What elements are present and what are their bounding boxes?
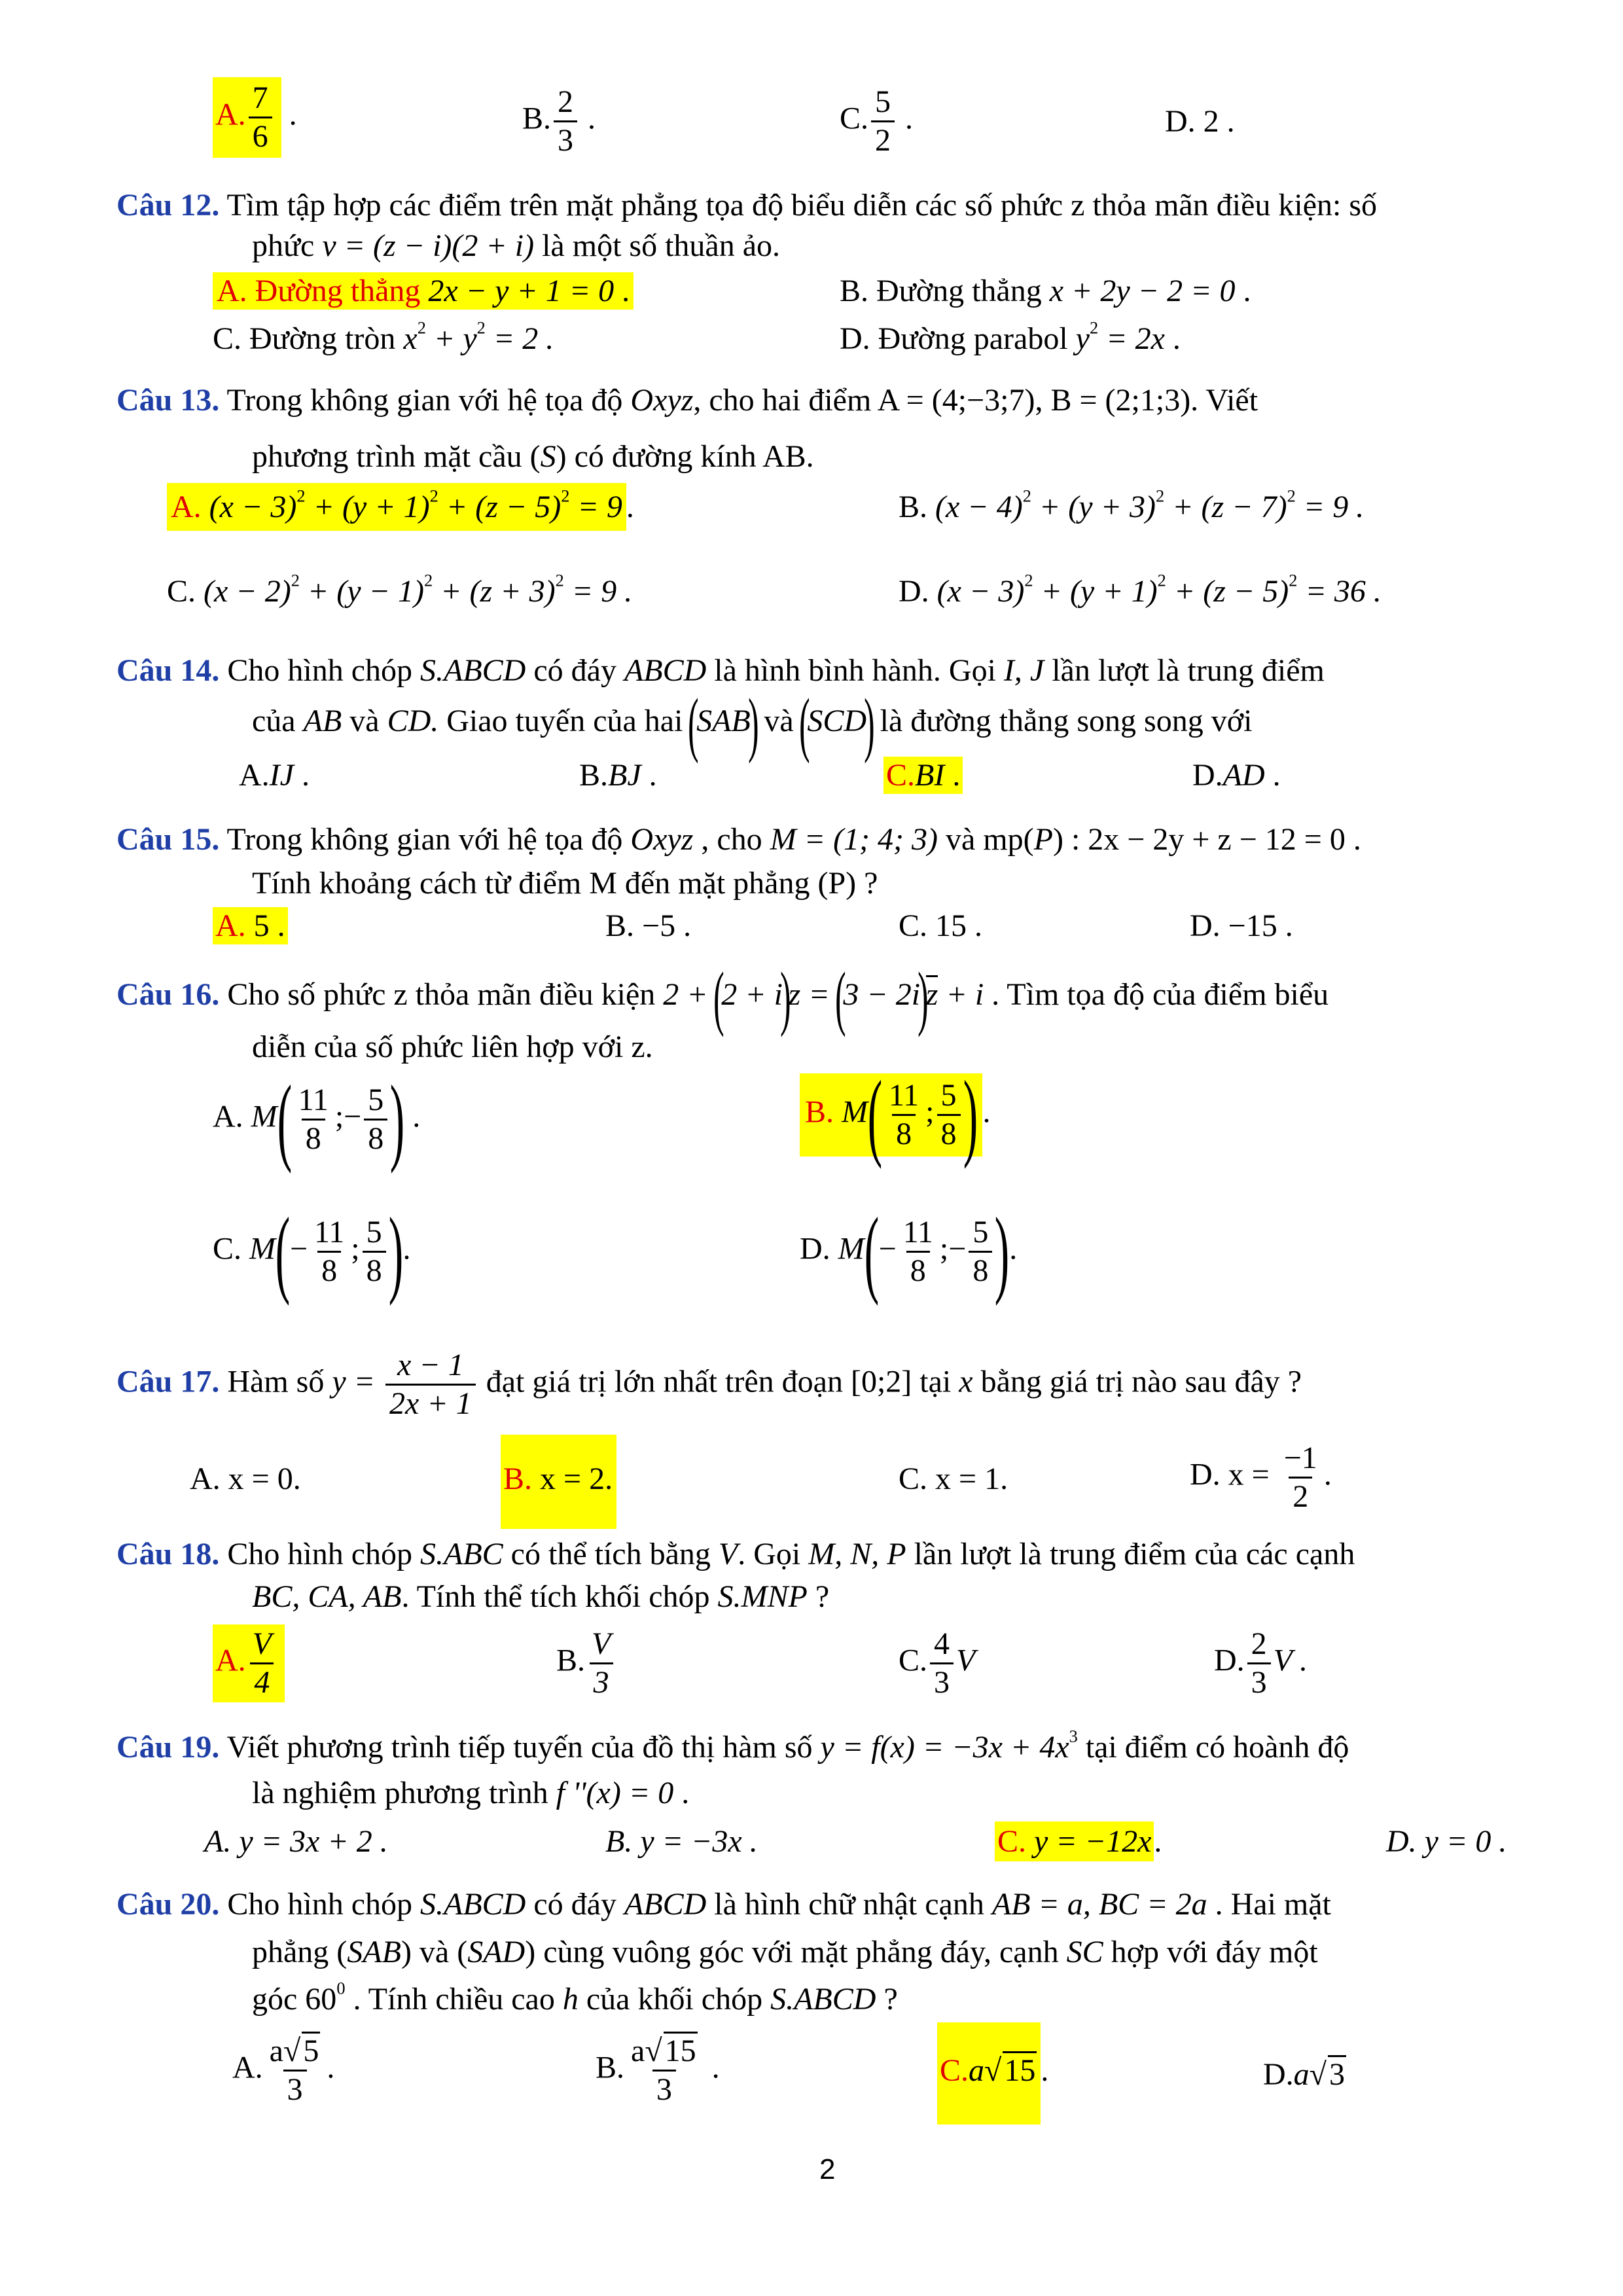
q16-option-d: D. M(− $\frac{11}{8}$ ;− $\frac{5}{8}$ ). (800, 1197, 1018, 1306)
q13-option-a: A. $(x - 3)^2 + (y + 1)^2 + (z - 5)^2 = 9$ . (167, 488, 634, 527)
q18-option-c: C. $\frac{4}{3}$ V (899, 1626, 976, 1700)
q14-option-a: A.IJ . (239, 758, 310, 793)
q18-option-d: D. $\frac{2}{3}$ V . (1214, 1626, 1308, 1700)
question-label: Câu 16. (116, 977, 220, 1012)
question-label: Câu 19. (116, 1730, 220, 1765)
q19-option-a: A. y = 3x + 2 . (204, 1824, 388, 1859)
q12-stem-line2: phức v = (z − i)(2 + i) là một số thuần ảo. (252, 228, 781, 263)
q13-option-c: C. $(x - 2)^2 + (y - 1)^2 + (z + 3)^2 = 9$ . (167, 570, 633, 609)
q18-option-a: A. $\frac{V}{4}$ (213, 1624, 285, 1702)
q20-stem-line1: Câu 20. Cho hình chóp S.ABCD có đáy ABCD là hình chữ nhật cạnh AB = a, BC = 2a . Hai mặt (116, 1887, 1331, 1922)
q14-option-c: C.BI . (883, 756, 963, 795)
question-label: Câu 14. (116, 653, 220, 688)
question-label: Câu 18. (116, 1537, 220, 1571)
q18-stem-line1: Câu 18. Cho hình chóp S.ABC có thể tích bằng V. Gọi M, N, P lần lượt là trung điểm của các cạnh (116, 1537, 1355, 1571)
q14-option-d: D.AD . (1192, 758, 1281, 793)
q16-option-a: A. M( $\frac{11}{8}$ ;− $\frac{5}{8}$ ) . (213, 1065, 421, 1174)
q15-stem-line1: Câu 15. Trong không gian với hệ tọa độ Oxyz , cho M = (1; 4; 3) và mp(P) : 2x − 2y + z − 12 = 0 . (116, 822, 1361, 857)
q19-option-d: D. y = 0 . (1386, 1824, 1507, 1859)
q19-option-b: B. y = −3x . (605, 1824, 758, 1859)
q20-stem-line3: góc $60^0$ . Tính chiều cao h của khối chóp S.ABCD ? (252, 1978, 898, 2017)
q13-option-d: D. $(x - 3)^2 + (y + 1)^2 + (z - 5)^2 = 36$ . (899, 570, 1382, 609)
q17-option-a: A. x = 0. (190, 1462, 301, 1496)
q19-stem-line1: Câu 19. Viết phương trình tiếp tuyến của đồ thị hàm số $y = f(x) = -3x + 4x^3$ tại điểm có hoành độ (116, 1726, 1349, 1765)
q15-stem-line2: Tính khoảng cách từ điểm M đến mặt phẳng (P) ? (252, 866, 878, 901)
q11-option-d: D. 2 . (1165, 104, 1235, 139)
q11-option-b: B. $\frac{2}{3}$ . (522, 84, 596, 158)
q14-option-b: B.BJ . (579, 758, 657, 793)
q11-option-a: A. $\frac{7}{6}$ . (213, 77, 297, 158)
q17-option-b: B. x = 2. (501, 1435, 616, 1529)
q20-stem-line2: phẳng (SAB) và (SAD) cùng vuông góc với mặt phẳng đáy, cạnh SC hợp với đáy một (252, 1935, 1318, 1969)
q17-option-d: D. x = $\frac{-1}{2}$ . (1190, 1441, 1332, 1514)
q16-option-c: C. M(− $\frac{11}{8}$ ; $\frac{5}{8}$ ). (213, 1197, 411, 1306)
question-label: Câu 15. (116, 822, 220, 857)
question-label: Câu 20. (116, 1887, 220, 1922)
q12-option-c: C. Đường tròn $x^2 + y^2 = 2$ . (213, 317, 554, 356)
q18-option-b: B. $\frac{V}{3}$ (556, 1627, 617, 1700)
q20-option-b: B. $\frac{a√15}{3}$ . (596, 2034, 720, 2107)
q17-option-c: C. x = 1. (899, 1462, 1008, 1496)
q11-option-c: C. $\frac{5}{2}$ . (840, 84, 914, 158)
q12-option-a: A. Đường thẳng 2x − y + 1 = 0 . (213, 272, 633, 311)
q19-option-c: C. y = −12x. (995, 1822, 1162, 1861)
q19-stem-line2: là nghiệm phương trình f ''(x) = 0 . (252, 1776, 690, 1810)
page-number: 2 (819, 2153, 836, 2185)
q20-option-a: A. $\frac{a√5}{3}$ . (232, 2034, 334, 2107)
q13-stem-line1: Câu 13. Trong không gian với hệ tọa độ Oxyz, cho hai điểm A = (4;−3;7), B = (2;1;3). Viết (116, 383, 1258, 418)
q18-stem-line2: BC, CA, AB. Tính thể tích khối chóp S.MNP ? (252, 1579, 830, 1614)
q12-option-b: B. Đường thẳng x + 2y − 2 = 0 . (840, 274, 1251, 308)
q15-option-d: D. −15 . (1190, 908, 1293, 943)
q13-option-b: B. $(x - 4)^2 + (y + 3)^2 + (z - 7)^2 = 9$ . (899, 486, 1364, 524)
q13-stem-line2: phương trình mặt cầu (S) có đường kính AB. (252, 439, 814, 474)
q16-option-b: B. M( $\frac{11}{8}$ ; $\frac{5}{8}$ ) . (800, 1073, 990, 1157)
question-label: Câu 13. (116, 383, 220, 418)
q14-stem-line2: của AB và CD. Giao tuyến của hai (SAB) và (SCD) là đường thẳng song song với (252, 683, 1253, 764)
q15-option-c: C. 15 . (899, 908, 983, 943)
q15-option-b: B. −5 . (605, 908, 692, 943)
q16-stem-line1: Câu 16. Cho số phức z thỏa mãn điều kiện 2 + (2 + i)z = (3 − 2i)z + i . Tìm tọa độ của điểm biểu (116, 957, 1329, 1037)
question-label: Câu 17. (116, 1364, 220, 1399)
q14-stem-line1: Câu 14. Cho hình chóp S.ABCD có đáy ABCD là hình bình hành. Gọi I, J lần lượt là trung điểm (116, 653, 1325, 688)
q20-option-c: C.a√15 . (937, 2022, 1048, 2125)
q16-stem-line2: diễn của số phức liên hợp với z. (252, 1030, 653, 1064)
question-label: Câu 12. (116, 188, 220, 223)
q12-stem-line1: Câu 12. Tìm tập hợp các điểm trên mặt phẳng tọa độ biểu diễn các số phức z thỏa mãn điều kiện: số (116, 188, 1378, 223)
q12-option-d: D. Đường parabol $y^2 = 2x$ . (840, 317, 1181, 356)
q15-option-a: A. 5 . (213, 906, 288, 946)
q17-stem: Câu 17. Hàm số y = $\frac{x - 1}{2x + 1}$ đạt giá trị lớn nhất trên đoạn [0;2] tại x bằng giá trị nào sau đây ? (116, 1348, 1302, 1421)
q20-option-d: D.a√3 (1263, 2055, 1346, 2094)
